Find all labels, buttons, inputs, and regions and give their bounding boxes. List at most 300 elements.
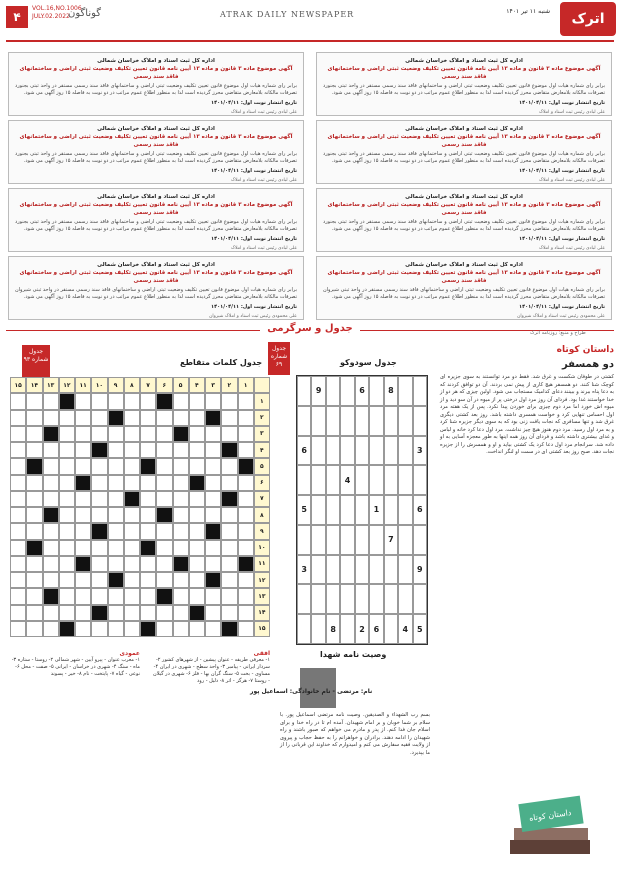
sudoku-cell[interactable] (297, 584, 311, 614)
sudoku-cell[interactable]: 6 (413, 495, 427, 525)
crossword-cell[interactable] (91, 572, 107, 588)
crossword-cell[interactable] (59, 523, 75, 539)
sudoku-cell[interactable] (398, 406, 412, 436)
crossword-cell[interactable] (124, 442, 140, 458)
crossword-cell[interactable] (75, 588, 91, 604)
crossword-cell[interactable] (91, 426, 107, 442)
crossword-cell[interactable] (205, 491, 221, 507)
crossword-cell[interactable] (205, 605, 221, 621)
crossword-cell[interactable] (238, 588, 254, 604)
crossword-cell[interactable] (10, 475, 26, 491)
crossword-cell[interactable] (10, 426, 26, 442)
sudoku-cell[interactable] (340, 406, 354, 436)
crossword-cell[interactable] (205, 507, 221, 523)
crossword-cell[interactable] (189, 572, 205, 588)
crossword-column-number[interactable]: ۵ (173, 377, 189, 393)
crossword-cell[interactable] (26, 588, 42, 604)
crossword-cell[interactable] (140, 393, 156, 409)
crossword-black-cell[interactable] (59, 393, 75, 409)
sudoku-cell[interactable] (413, 525, 427, 555)
crossword-cell[interactable] (140, 491, 156, 507)
sudoku-cell[interactable] (326, 584, 340, 614)
sudoku-cell[interactable] (398, 376, 412, 406)
crossword-cell[interactable] (156, 475, 172, 491)
sudoku-cell[interactable] (369, 465, 383, 495)
crossword-cell[interactable] (91, 410, 107, 426)
crossword-corner[interactable] (254, 377, 270, 393)
crossword-row-number[interactable]: ۹ (254, 523, 270, 539)
sudoku-cell[interactable]: 8 (326, 614, 340, 644)
sudoku-cell[interactable] (326, 465, 340, 495)
crossword-cell[interactable] (173, 523, 189, 539)
crossword-cell[interactable] (43, 475, 59, 491)
crossword-cell[interactable] (156, 410, 172, 426)
sudoku-cell[interactable]: 9 (413, 555, 427, 585)
crossword-cell[interactable] (26, 507, 42, 523)
crossword-row-number[interactable]: ۶ (254, 475, 270, 491)
crossword-cell[interactable] (221, 605, 237, 621)
crossword-cell[interactable] (140, 410, 156, 426)
crossword-cell[interactable] (43, 410, 59, 426)
sudoku-cell[interactable] (398, 555, 412, 585)
crossword-cell[interactable] (189, 410, 205, 426)
crossword-cell[interactable] (173, 410, 189, 426)
crossword-cell[interactable] (10, 556, 26, 572)
crossword-cell[interactable] (75, 572, 91, 588)
crossword-black-cell[interactable] (108, 410, 124, 426)
sudoku-cell[interactable] (369, 525, 383, 555)
crossword-cell[interactable] (75, 442, 91, 458)
sudoku-cell[interactable] (340, 525, 354, 555)
sudoku-cell[interactable] (398, 584, 412, 614)
sudoku-cell[interactable]: 6 (297, 436, 311, 466)
crossword-cell[interactable] (75, 605, 91, 621)
crossword-cell[interactable] (108, 605, 124, 621)
crossword-cell[interactable] (124, 393, 140, 409)
crossword-cell[interactable] (221, 556, 237, 572)
crossword-cell[interactable] (75, 523, 91, 539)
crossword-cell[interactable] (43, 393, 59, 409)
crossword-cell[interactable] (26, 426, 42, 442)
crossword-cell[interactable] (108, 458, 124, 474)
crossword-cell[interactable] (124, 588, 140, 604)
sudoku-cell[interactable]: 6 (355, 376, 369, 406)
sudoku-cell[interactable] (297, 376, 311, 406)
crossword-cell[interactable] (91, 393, 107, 409)
crossword-cell[interactable] (205, 475, 221, 491)
crossword-cell[interactable] (108, 621, 124, 637)
crossword-row-number[interactable]: ۱۲ (254, 572, 270, 588)
sudoku-cell[interactable] (311, 436, 325, 466)
crossword-cell[interactable] (124, 540, 140, 556)
crossword-black-cell[interactable] (221, 491, 237, 507)
crossword-black-cell[interactable] (91, 442, 107, 458)
crossword-column-number[interactable]: ۱۵ (10, 377, 26, 393)
crossword-cell[interactable] (221, 507, 237, 523)
crossword-cell[interactable] (26, 621, 42, 637)
crossword-cell[interactable] (156, 540, 172, 556)
crossword-cell[interactable] (91, 588, 107, 604)
crossword-cell[interactable] (221, 410, 237, 426)
crossword-cell[interactable] (156, 621, 172, 637)
crossword-black-cell[interactable] (173, 426, 189, 442)
crossword-cell[interactable] (59, 507, 75, 523)
crossword-cell[interactable] (205, 540, 221, 556)
crossword-cell[interactable] (59, 458, 75, 474)
sudoku-cell[interactable] (311, 406, 325, 436)
crossword-black-cell[interactable] (156, 507, 172, 523)
crossword-cell[interactable] (26, 410, 42, 426)
crossword-black-cell[interactable] (205, 572, 221, 588)
crossword-cell[interactable] (26, 556, 42, 572)
sudoku-cell[interactable]: 2 (355, 614, 369, 644)
crossword-column-number[interactable]: ۴ (189, 377, 205, 393)
crossword-cell[interactable] (238, 523, 254, 539)
sudoku-cell[interactable] (398, 495, 412, 525)
sudoku-cell[interactable] (369, 376, 383, 406)
crossword-cell[interactable] (205, 393, 221, 409)
crossword-cell[interactable] (173, 605, 189, 621)
sudoku-cell[interactable] (384, 495, 398, 525)
sudoku-cell[interactable] (384, 584, 398, 614)
crossword-black-cell[interactable] (140, 458, 156, 474)
sudoku-cell[interactable] (297, 614, 311, 644)
sudoku-cell[interactable] (311, 465, 325, 495)
sudoku-cell[interactable] (326, 406, 340, 436)
crossword-cell[interactable] (26, 393, 42, 409)
crossword-cell[interactable] (140, 605, 156, 621)
sudoku-cell[interactable] (355, 495, 369, 525)
crossword-cell[interactable] (26, 605, 42, 621)
crossword-black-cell[interactable] (26, 540, 42, 556)
crossword-cell[interactable] (189, 393, 205, 409)
crossword-cell[interactable] (43, 540, 59, 556)
crossword-cell[interactable] (173, 458, 189, 474)
crossword-column-number[interactable]: ۲ (221, 377, 237, 393)
crossword-row-number[interactable]: ۳ (254, 426, 270, 442)
crossword-column-number[interactable]: ۸ (124, 377, 140, 393)
crossword-cell[interactable] (75, 410, 91, 426)
sudoku-cell[interactable] (340, 436, 354, 466)
crossword-black-cell[interactable] (75, 556, 91, 572)
crossword-cell[interactable] (75, 540, 91, 556)
crossword-cell[interactable] (189, 458, 205, 474)
crossword-cell[interactable] (59, 442, 75, 458)
crossword-cell[interactable] (59, 588, 75, 604)
crossword-black-cell[interactable] (140, 621, 156, 637)
crossword-cell[interactable] (108, 507, 124, 523)
sudoku-cell[interactable]: 1 (369, 495, 383, 525)
crossword-cell[interactable] (91, 621, 107, 637)
crossword-cell[interactable] (26, 523, 42, 539)
crossword-row-number[interactable]: ۱۱ (254, 556, 270, 572)
crossword-column-number[interactable]: ۱۱ (75, 377, 91, 393)
crossword-cell[interactable] (189, 540, 205, 556)
crossword-black-cell[interactable] (173, 556, 189, 572)
crossword-cell[interactable] (59, 556, 75, 572)
crossword-cell[interactable] (124, 507, 140, 523)
crossword-cell[interactable] (91, 507, 107, 523)
crossword-cell[interactable] (91, 540, 107, 556)
crossword-cell[interactable] (140, 556, 156, 572)
crossword-cell[interactable] (75, 458, 91, 474)
crossword-cell[interactable] (221, 540, 237, 556)
sudoku-cell[interactable] (355, 465, 369, 495)
crossword-column-number[interactable]: ۱۳ (43, 377, 59, 393)
crossword-cell[interactable] (59, 605, 75, 621)
crossword-row-number[interactable]: ۱۰ (254, 540, 270, 556)
sudoku-cell[interactable] (384, 436, 398, 466)
sudoku-cell[interactable] (326, 376, 340, 406)
sudoku-cell[interactable]: 4 (340, 465, 354, 495)
crossword-cell[interactable] (26, 442, 42, 458)
crossword-row-number[interactable]: ۱ (254, 393, 270, 409)
crossword-cell[interactable] (43, 556, 59, 572)
sudoku-cell[interactable] (369, 555, 383, 585)
sudoku-cell[interactable] (369, 436, 383, 466)
crossword-cell[interactable] (43, 458, 59, 474)
crossword-row-number[interactable]: ۱۵ (254, 621, 270, 637)
sudoku-cell[interactable]: 6 (369, 614, 383, 644)
crossword-row-number[interactable]: ۱۳ (254, 588, 270, 604)
sudoku-cell[interactable] (311, 584, 325, 614)
sudoku-cell[interactable] (384, 614, 398, 644)
crossword-cell[interactable] (10, 442, 26, 458)
crossword-column-number[interactable]: ۶ (156, 377, 172, 393)
crossword-cell[interactable] (108, 426, 124, 442)
sudoku-cell[interactable] (355, 525, 369, 555)
sudoku-cell[interactable] (297, 465, 311, 495)
crossword-cell[interactable] (108, 475, 124, 491)
crossword-cell[interactable] (156, 523, 172, 539)
crossword-cell[interactable] (75, 507, 91, 523)
sudoku-cell[interactable]: 4 (398, 614, 412, 644)
sudoku-cell[interactable] (355, 436, 369, 466)
crossword-cell[interactable] (140, 572, 156, 588)
sudoku-cell[interactable] (398, 465, 412, 495)
crossword-cell[interactable] (124, 523, 140, 539)
crossword-cell[interactable] (91, 475, 107, 491)
crossword-cell[interactable] (108, 393, 124, 409)
crossword-cell[interactable] (173, 621, 189, 637)
sudoku-cell[interactable] (384, 465, 398, 495)
crossword-black-cell[interactable] (75, 475, 91, 491)
sudoku-cell[interactable] (355, 555, 369, 585)
crossword-cell[interactable] (26, 491, 42, 507)
crossword-black-cell[interactable] (91, 523, 107, 539)
crossword-row-number[interactable]: ۲ (254, 410, 270, 426)
crossword-cell[interactable] (10, 410, 26, 426)
crossword-cell[interactable] (75, 621, 91, 637)
crossword-cell[interactable] (124, 426, 140, 442)
crossword-cell[interactable] (205, 588, 221, 604)
crossword-cell[interactable] (140, 507, 156, 523)
crossword-cell[interactable] (59, 540, 75, 556)
crossword-cell[interactable] (59, 410, 75, 426)
sudoku-cell[interactable] (355, 406, 369, 436)
crossword-black-cell[interactable] (108, 572, 124, 588)
crossword-cell[interactable] (156, 556, 172, 572)
crossword-cell[interactable] (189, 588, 205, 604)
sudoku-cell[interactable] (311, 525, 325, 555)
crossword-row-number[interactable]: ۷ (254, 491, 270, 507)
crossword-cell[interactable] (124, 605, 140, 621)
crossword-cell[interactable] (156, 458, 172, 474)
crossword-cell[interactable] (59, 475, 75, 491)
crossword-cell[interactable] (173, 442, 189, 458)
sudoku-cell[interactable]: 3 (297, 555, 311, 585)
sudoku-cell[interactable] (413, 465, 427, 495)
sudoku-cell[interactable] (311, 555, 325, 585)
sudoku-cell[interactable] (297, 406, 311, 436)
sudoku-cell[interactable] (326, 436, 340, 466)
sudoku-cell[interactable] (355, 584, 369, 614)
crossword-cell[interactable] (91, 491, 107, 507)
sudoku-cell[interactable] (311, 614, 325, 644)
crossword-cell[interactable] (108, 491, 124, 507)
crossword-cell[interactable] (10, 393, 26, 409)
crossword-cell[interactable] (238, 540, 254, 556)
crossword-cell[interactable] (238, 507, 254, 523)
crossword-cell[interactable] (221, 523, 237, 539)
crossword-cell[interactable] (238, 572, 254, 588)
sudoku-cell[interactable] (369, 406, 383, 436)
sudoku-cell[interactable] (311, 495, 325, 525)
crossword-black-cell[interactable] (59, 621, 75, 637)
crossword-cell[interactable] (221, 475, 237, 491)
crossword-column-number[interactable]: ۱۰ (91, 377, 107, 393)
crossword-cell[interactable] (238, 621, 254, 637)
crossword-black-cell[interactable] (140, 540, 156, 556)
sudoku-cell[interactable] (340, 555, 354, 585)
crossword-cell[interactable] (189, 442, 205, 458)
crossword-black-cell[interactable] (238, 458, 254, 474)
crossword-cell[interactable] (189, 523, 205, 539)
crossword-cell[interactable] (205, 442, 221, 458)
sudoku-cell[interactable] (413, 584, 427, 614)
crossword-cell[interactable] (10, 507, 26, 523)
crossword-cell[interactable] (173, 507, 189, 523)
crossword-black-cell[interactable] (43, 507, 59, 523)
crossword-cell[interactable] (108, 442, 124, 458)
crossword-black-cell[interactable] (205, 410, 221, 426)
crossword-black-cell[interactable] (156, 588, 172, 604)
sudoku-cell[interactable]: 5 (297, 495, 311, 525)
crossword-cell[interactable] (156, 572, 172, 588)
crossword-column-number[interactable]: ۷ (140, 377, 156, 393)
crossword-cell[interactable] (189, 556, 205, 572)
sudoku-cell[interactable] (340, 495, 354, 525)
crossword-cell[interactable] (59, 491, 75, 507)
crossword-cell[interactable] (173, 540, 189, 556)
crossword-cell[interactable] (189, 507, 205, 523)
crossword-cell[interactable] (124, 475, 140, 491)
crossword-black-cell[interactable] (238, 556, 254, 572)
sudoku-cell[interactable] (413, 376, 427, 406)
crossword-row-number[interactable]: ۵ (254, 458, 270, 474)
sudoku-cell[interactable] (326, 525, 340, 555)
crossword-cell[interactable] (91, 556, 107, 572)
crossword-cell[interactable] (124, 621, 140, 637)
sudoku-cell[interactable] (340, 584, 354, 614)
crossword-cell[interactable] (124, 572, 140, 588)
crossword-cell[interactable] (140, 475, 156, 491)
sudoku-cell[interactable] (326, 495, 340, 525)
crossword-cell[interactable] (26, 572, 42, 588)
crossword-black-cell[interactable] (43, 426, 59, 442)
crossword-cell[interactable] (205, 621, 221, 637)
crossword-column-number[interactable]: ۱ (238, 377, 254, 393)
crossword-black-cell[interactable] (221, 621, 237, 637)
crossword-cell[interactable] (10, 605, 26, 621)
crossword-row-number[interactable]: ۱۴ (254, 605, 270, 621)
crossword-cell[interactable] (221, 458, 237, 474)
crossword-cell[interactable] (10, 523, 26, 539)
sudoku-cell[interactable] (413, 406, 427, 436)
crossword-cell[interactable] (221, 426, 237, 442)
crossword-cell[interactable] (10, 588, 26, 604)
crossword-black-cell[interactable] (91, 605, 107, 621)
crossword-cell[interactable] (43, 572, 59, 588)
crossword-cell[interactable] (43, 523, 59, 539)
crossword-row-number[interactable]: ۸ (254, 507, 270, 523)
crossword-cell[interactable] (124, 410, 140, 426)
crossword-cell[interactable] (75, 393, 91, 409)
crossword-cell[interactable] (108, 523, 124, 539)
crossword-cell[interactable] (10, 621, 26, 637)
crossword-black-cell[interactable] (189, 475, 205, 491)
sudoku-cell[interactable] (369, 584, 383, 614)
sudoku-cell[interactable]: 8 (384, 376, 398, 406)
crossword-cell[interactable] (124, 556, 140, 572)
crossword-cell[interactable] (75, 491, 91, 507)
crossword-cell[interactable] (205, 556, 221, 572)
crossword-cell[interactable] (238, 426, 254, 442)
sudoku-cell[interactable] (398, 525, 412, 555)
crossword-cell[interactable] (173, 572, 189, 588)
crossword-cell[interactable] (26, 475, 42, 491)
crossword-cell[interactable] (108, 540, 124, 556)
crossword-cell[interactable] (238, 605, 254, 621)
crossword-cell[interactable] (140, 523, 156, 539)
sudoku-cell[interactable] (384, 555, 398, 585)
crossword-black-cell[interactable] (26, 458, 42, 474)
crossword-cell[interactable] (140, 426, 156, 442)
crossword-black-cell[interactable] (221, 442, 237, 458)
sudoku-cell[interactable]: 5 (413, 614, 427, 644)
crossword-cell[interactable] (156, 442, 172, 458)
sudoku-cell[interactable]: 9 (311, 376, 325, 406)
crossword-cell[interactable] (205, 458, 221, 474)
crossword-column-number[interactable]: ۳ (205, 377, 221, 393)
crossword-cell[interactable] (43, 605, 59, 621)
crossword-cell[interactable] (173, 491, 189, 507)
crossword-black-cell[interactable] (43, 588, 59, 604)
crossword-cell[interactable] (156, 426, 172, 442)
crossword-black-cell[interactable] (205, 523, 221, 539)
crossword-black-cell[interactable] (124, 491, 140, 507)
sudoku-cell[interactable] (340, 614, 354, 644)
crossword-cell[interactable] (124, 458, 140, 474)
crossword-cell[interactable] (10, 572, 26, 588)
crossword-black-cell[interactable] (156, 393, 172, 409)
sudoku-cell[interactable] (340, 376, 354, 406)
crossword-cell[interactable] (10, 540, 26, 556)
crossword-row-number[interactable]: ۴ (254, 442, 270, 458)
crossword-cell[interactable] (238, 393, 254, 409)
crossword-cell[interactable] (140, 588, 156, 604)
crossword-cell[interactable] (238, 442, 254, 458)
